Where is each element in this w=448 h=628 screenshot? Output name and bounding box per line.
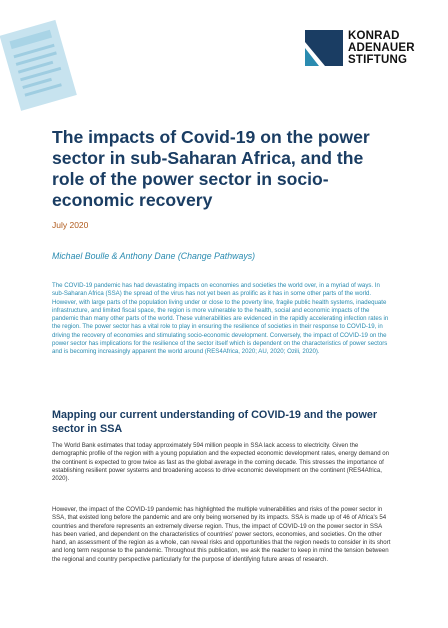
logo-line-2: ADENAUER [348,42,415,54]
page-title: The impacts of Covid-19 on the power sector in sub-Saharan Africa, and the role of the power sector in socio-economic recovery [52,127,370,210]
publication-date: July 2020 [52,220,89,230]
kas-logo [305,30,425,66]
body-paragraph-1: The World Bank estimates that today approximately 594 million people in SSA lack access to electricity. Given the demographic profile of the region with a young population and the expected economic development rates, energy demand on the continent is expected to grow twice as fast as the global average in the coming decade. This stresses the importance of establishing resilient power systems and broadening access to drive economic development on the continent (RES4Africa, 2020). [52,442,390,483]
logo-line-3: STIFTUNG [348,54,408,66]
body-paragraph-2: However, the impact of the COVID-19 pandemic has highlighted the multiple vulnerabilities and risks of the power sector in SSA, that existed long before the pandemic and are only being worsened by its impacts. SSA is made up of 46 of Africa's 54 countries and therefore represents an extremely diverse region. Thus, the impact of COVID-19 on the power sector in SSA has been varied, and dependent on the characteristics of countries' power sectors, economies, and societies. On the other hand, an assessment of the region as a whole, can reveal risks and opportunities that the region needs to consider in its short and long term response to the pandemic. Throughout this publication, we ask the reader to keep in mind the tension between the regional and country perspective particularly for the purpose of identifying future areas of research. [52,506,391,563]
logo-line-1: KONRAD [348,30,400,42]
kas-logo-text [348,30,415,66]
document-icon [0,18,86,114]
kas-logo-mark-icon [305,30,343,66]
authors: Michael Boulle & Anthony Dane (Change Pathways) [52,251,256,261]
intro-paragraph: The COVID-19 pandemic has had devastating impacts on economies and societies the world over, in a myriad of ways. In sub-Saharan Africa (SSA) the spread of the virus has not yet been as prolific as it has in some other parts of the world. However, with large parts of the population living under or close to the poverty line, fragile public health systems, inadequate infrastructure, and limited fiscal space, the region is more vulnerable to the health, social and economic impacts of the pandemic than many other parts of the world. These vulnerabilities are evidenced in the rapidly accelerating infection rates in the region. The power sector has a vital role to play in ensuring the resilience of societies in their response to COVID-19, in driving the recovery of economies and stimulating socio-economic development. Conversely, the impact of COVID-19 on the power sector has implications for the resilience of the sector itself which is dependent on the characteristics of power sectors and is becoming increasingly apparent the world around (RES4Africa, 2020; AU, 2020; Ozili, 2020). [52,282,389,356]
section-heading: Mapping our current understanding of COVID-19 and the power sector in SSA [52,409,378,435]
